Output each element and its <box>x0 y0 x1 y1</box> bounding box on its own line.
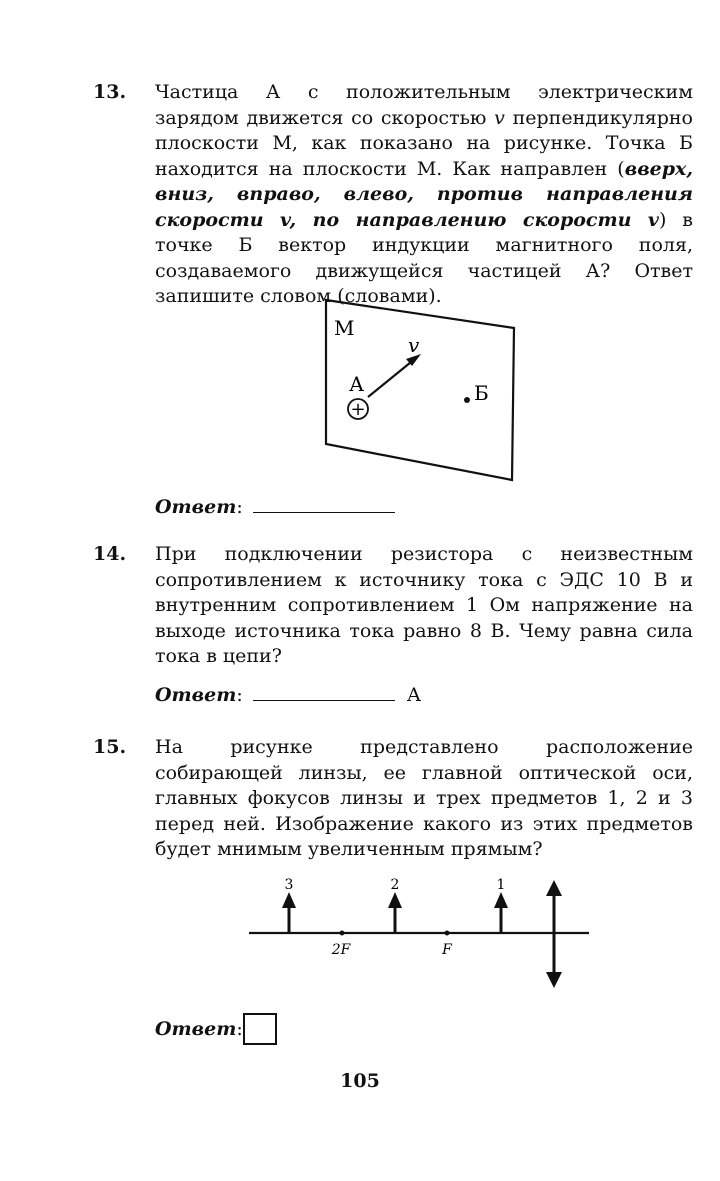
object-3-arrowhead <box>282 892 296 908</box>
focus-f-label: F <box>442 942 452 958</box>
lens-bottom-arrowhead <box>546 972 562 988</box>
answer-13-field[interactable] <box>253 494 395 513</box>
question-14 <box>93 542 693 670</box>
particle-label: А <box>349 372 365 396</box>
answer-13: Ответ: <box>155 494 395 518</box>
object-3-label: 3 <box>284 877 294 893</box>
answer-15: Ответ: <box>155 1018 243 1040</box>
point-b-label: Б <box>474 381 489 405</box>
question-13-text: Частица А с положительным электрическим зарядом движется со скоростью v перпендикулярно плоскости М, как показано на рисунке. Точка Б находится на плоскости М. Как направлен (вверх, вниз, вправо, влево, против направления скорости v, по направлению скорости v) в точке Б вектор индукции магнитного поля, создаваемого движущейся частицей А? Ответ запишите словом (словами). <box>155 81 693 307</box>
plane-figure <box>310 292 530 492</box>
answer-14-field[interactable] <box>253 682 395 701</box>
object-2-label: 2 <box>390 877 400 893</box>
focus-f-point <box>445 931 450 936</box>
lens-top-arrowhead <box>546 880 562 896</box>
focus-2f-point <box>340 931 345 936</box>
charge-sign: + <box>350 399 366 420</box>
answer-13-label: Ответ <box>155 496 237 518</box>
velocity-arrow <box>368 358 416 397</box>
lens-figure <box>245 872 595 997</box>
focus-2f-label: 2F <box>331 942 351 958</box>
question-15 <box>93 735 693 863</box>
answer-14: Ответ: А <box>155 684 422 706</box>
question-14-text: При подключении резистора с неизвестным сопротивлением к источнику тока с ЭДС 10 В и внутренним сопротивлением 1 Ом напряжение на выходе источника тока равно 8 В. Чему равна сила тока в цепи? <box>155 543 693 667</box>
object-1-arrowhead <box>494 892 508 908</box>
question-15-text: На рисунке представлено расположение собирающей линзы, ее главной оптической оси, главных фокусов линзы и трех предметов 1, 2 и 3 перед ней. Изображение какого из этих предметов будет мнимым увеличенным прямым? <box>155 736 693 860</box>
question-13 <box>93 80 693 310</box>
page-number: 105 <box>340 1070 380 1092</box>
point-b <box>464 397 470 403</box>
answer-15-label: Ответ <box>155 1018 237 1040</box>
answer-15-box[interactable] <box>243 1013 277 1045</box>
question-13-number: 13. <box>93 81 127 103</box>
object-1-label: 1 <box>496 877 506 893</box>
question-14-number: 14. <box>93 543 127 565</box>
answer-14-unit: А <box>406 684 422 706</box>
question-15-number: 15. <box>93 736 127 758</box>
velocity-label: v <box>408 333 420 357</box>
object-2-arrowhead <box>388 892 402 908</box>
plane-label: М <box>334 316 355 340</box>
answer-14-label: Ответ <box>155 684 237 706</box>
